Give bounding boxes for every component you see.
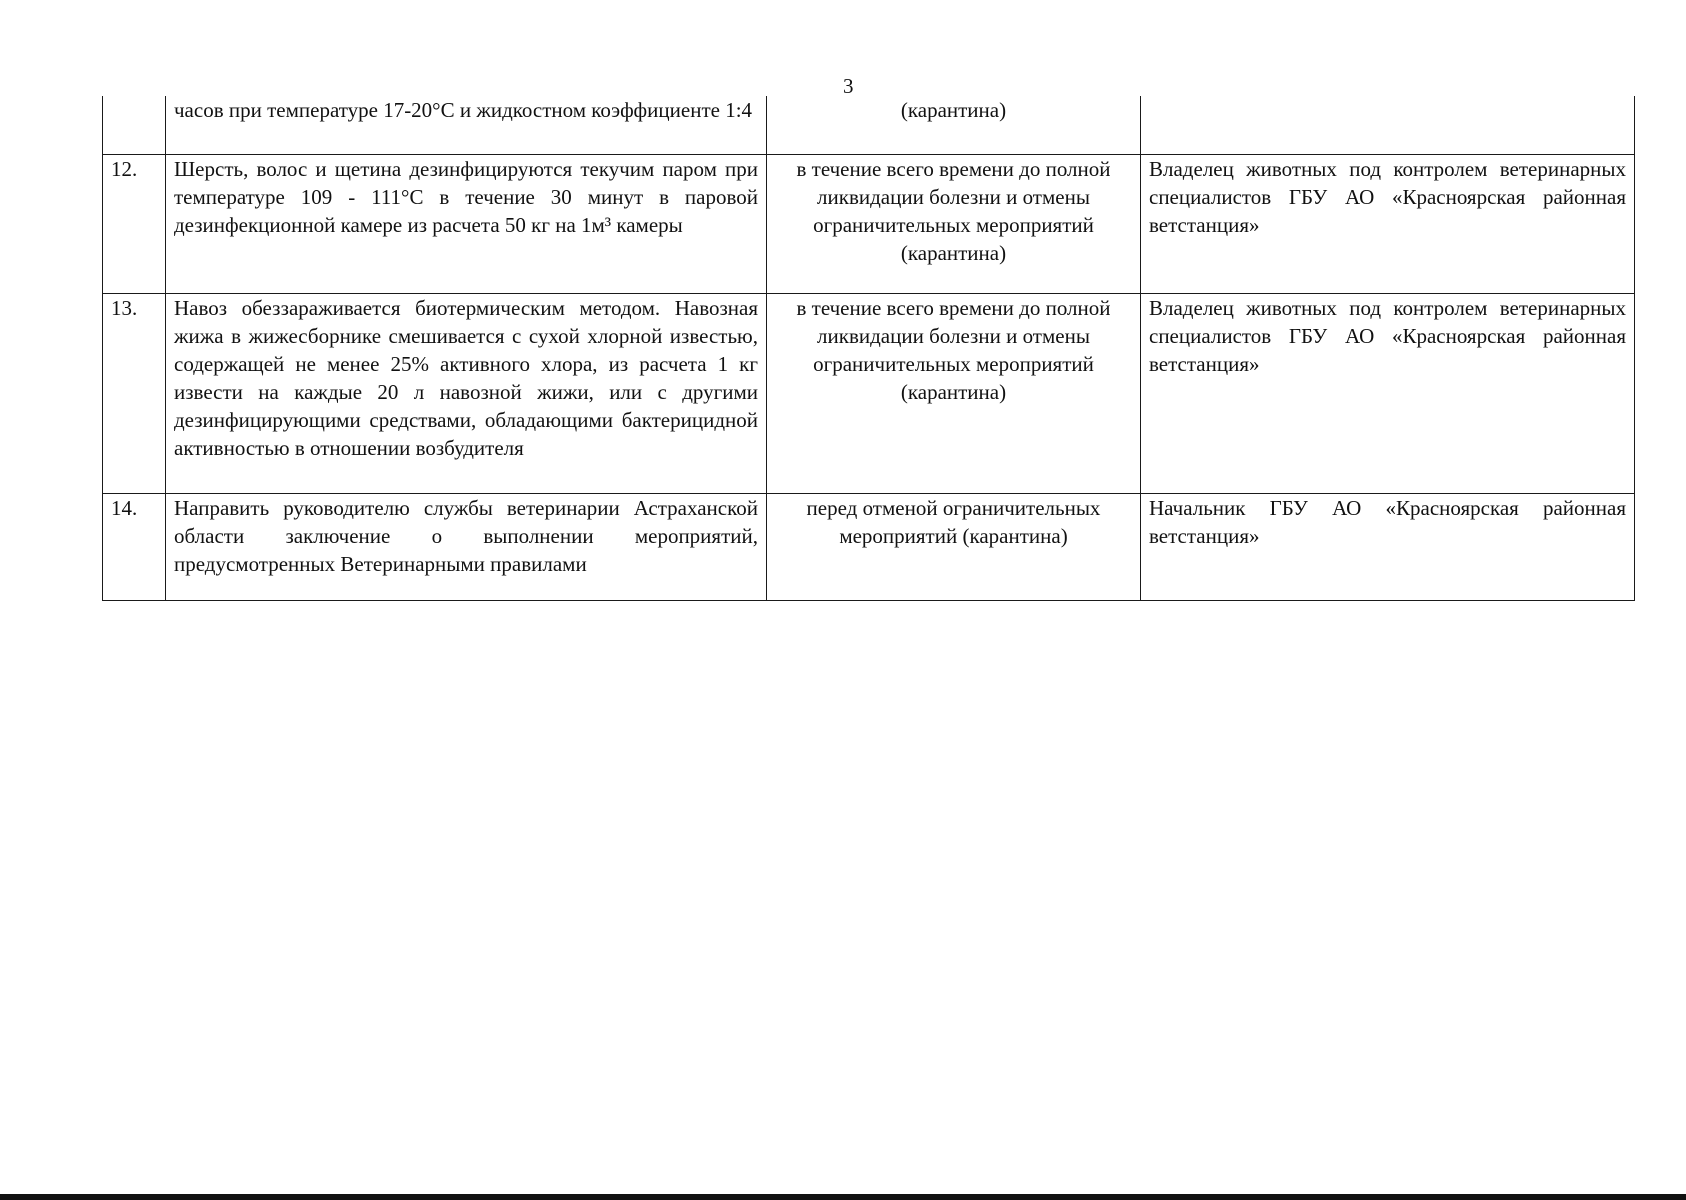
responsible-text: Владелец животных под контролем ветеринарных специалистов ГБУ АО «Красноярская районная ветстанция» <box>1141 293 1635 493</box>
row-number: 13. <box>103 293 166 493</box>
term-text: в течение всего времени до полной ликвидации болезни и отмены ограничительных мероприятий (карантина) <box>767 293 1141 493</box>
row-number: 14. <box>103 493 166 600</box>
term-text: перед отменой ограничительных мероприятий (карантина) <box>767 493 1141 600</box>
action-text: Навоз обеззараживается биотермическим методом. Навозная жижа в жижесборнике смешивается с сухой хлорной известью, содержащей не менее 25% активного хлора, из расчета 1 кг извести на каждые 20 л навозной жижи, или с другими дезинфицирующими средствами, обладающими бактерицидной активностью в отношении возбудителя <box>166 293 767 493</box>
scan-edge-divider <box>0 1194 1686 1200</box>
row-number <box>103 96 166 154</box>
page-number: 3 <box>843 74 854 98</box>
responsible-text: Владелец животных под контролем ветеринарных специалистов ГБУ АО «Красноярская районная ветстанция» <box>1141 154 1635 293</box>
table-row <box>103 493 1635 600</box>
term-text: в течение всего времени до полной ликвидации болезни и отмены ограничительных мероприятий (карантина) <box>767 154 1141 293</box>
action-text: Направить руководителю службы ветеринарии Астраханской области заключение о выполнении мероприятий, предусмотренных Ветеринарными правилами <box>166 493 767 600</box>
action-text: Шерсть, волос и щетина дезинфицируются текучим паром при температуре 109 - 111°С в течение 30 минут в паровой дезинфекционной камере из расчета 50 кг на 1м³ камеры <box>166 154 767 293</box>
measures-table <box>102 96 1635 601</box>
responsible-text: Начальник ГБУ АО «Красноярская районная ветстанция» <box>1141 493 1635 600</box>
table-row <box>103 154 1635 293</box>
responsible-text <box>1141 96 1635 154</box>
table-row <box>103 96 1635 154</box>
table-row <box>103 293 1635 493</box>
action-text: часов при температуре 17-20°С и жидкостном коэффициенте 1:4 <box>166 96 767 154</box>
term-text: (карантина) <box>767 96 1141 154</box>
row-number: 12. <box>103 154 166 293</box>
